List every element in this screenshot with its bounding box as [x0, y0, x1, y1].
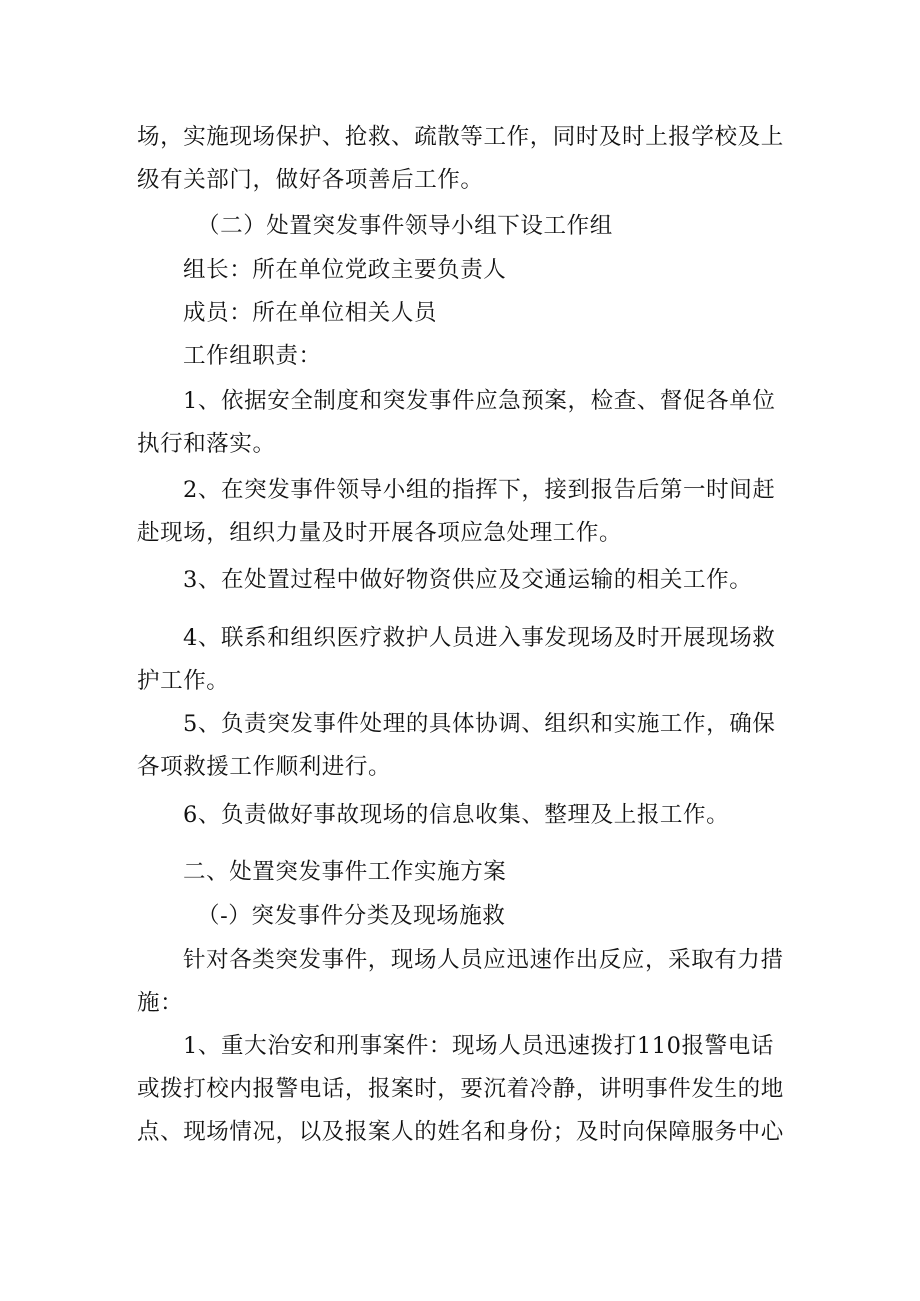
- section-heading-plan: 二、处置突发事件工作实施方案: [183, 859, 507, 885]
- paragraph-measures-intro: 针对各类突发事件，现场人员应迅速作出反应，采取有力措施：: [137, 947, 784, 1016]
- paragraph-duty-4: 4、联系和组织医疗救护人员进入事发现场及时开展现场救护工作。: [137, 625, 776, 694]
- paragraph-duty-2: 2、在突发事件领导小组的指挥下，接到报告后第一时间赶赴现场，组织力量及时开展各项应急处理工作。: [137, 477, 776, 546]
- paragraph-duty-6: 6、负责做好事故现场的信息收集、整理及上报工作。: [183, 802, 730, 828]
- paragraph-duty-3: 3、在处置过程中做好物资供应及交通运输的相关工作。: [183, 567, 753, 593]
- paragraph-duties-heading: 工作组职责：: [183, 343, 322, 369]
- paragraph-case-1: 1、重大治安和刑事案件：现场人员迅速拨打110报警电话或拨打校内报警电话，报案时，要沉着冷静，讲明事件发生的地点、现场情况，以及报案人的姓名和身份；及时向保障服务中心: [137, 1033, 784, 1145]
- paragraph-members: 成员：所在单位相关人员: [183, 300, 438, 326]
- paragraph-duty-5: 5、负责突发事件处理的具体协调、组织和实施工作，确保各项救援工作顺利进行。: [137, 711, 776, 780]
- paragraph-duty-1: 1、依据安全制度和突发事件应急预案，检查、督促各单位执行和落实。: [137, 388, 776, 457]
- section-heading-workgroup: （二）处置突发事件领导小组下设工作组: [197, 213, 613, 239]
- paragraph-continuation: 场，实施现场保护、抢救、疏散等工作，同时及时上报学校及上级有关部门，做好各项善后工作。: [137, 124, 784, 193]
- paragraph-leader: 组长：所在单位党政主要负责人: [183, 257, 507, 283]
- subsection-heading-classification: （-）突发事件分类及现场施救: [197, 903, 506, 929]
